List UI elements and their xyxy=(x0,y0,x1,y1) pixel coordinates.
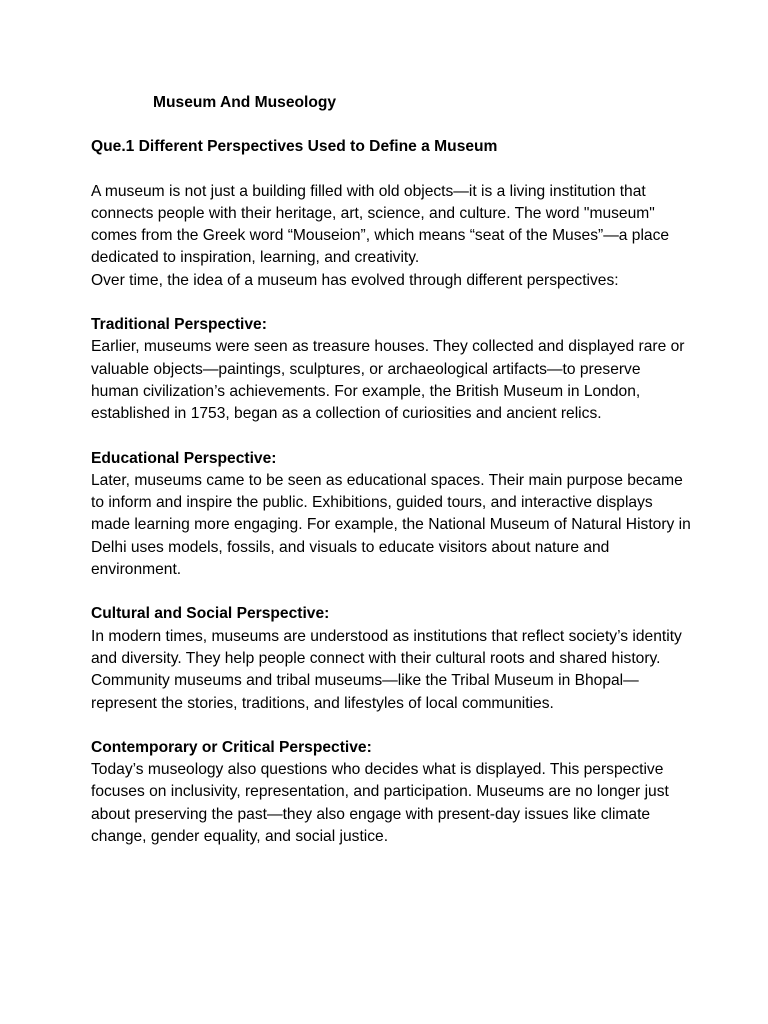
section-heading: Contemporary or Critical Perspective: xyxy=(91,738,372,756)
intro-transition: Over time, the idea of a museum has evolved through different perspectives: xyxy=(91,271,619,289)
section-heading: Educational Perspective: xyxy=(91,449,277,467)
document-title: Museum And Museology xyxy=(153,94,337,111)
section-body: Later, museums came to be seen as educational spaces. Their main purpose became to inform and inspire the public. Exhibitions, guided tours, and interactive displays made learning more engaging. For example, the National Museum of Natural History in Delhi uses models, fossils, and visuals to educate visitors about nature and environment. xyxy=(91,471,691,579)
question-heading: Que.1 Different Perspectives Used to Define a Museum xyxy=(91,138,498,156)
document-content xyxy=(91,92,691,870)
section-contemporary xyxy=(91,737,691,848)
section-heading: Traditional Perspective: xyxy=(91,316,267,334)
intro-paragraph: A museum is not just a building filled with old objects—it is a living institution that connects people with their heritage, art, science, and culture. The word "museum" comes from the Greek word “Mouseion”, which means “seat of the Muses”—a place dedicated to inspiration, learning, and creativity. xyxy=(91,182,670,267)
section-body: Today’s museology also questions who decides what is displayed. This perspective focuses on inclusivity, representation, and participation. Museums are no longer just about preserving the past—they also engage with present-day issues like climate change, gender equality, and social justice. xyxy=(91,761,669,846)
section-body: In modern times, museums are understood as institutions that reflect society’s identity and diversity. They help people connect with their cultural roots and shared history. Community museums and tribal museums—like the Tribal Museum in Bhopal—represent the stories, traditions, and lifestyles of local communities. xyxy=(91,627,682,712)
section-cultural-social xyxy=(91,603,691,714)
section-educational xyxy=(91,448,691,582)
section-traditional xyxy=(91,314,691,425)
section-body: Earlier, museums were seen as treasure houses. They collected and displayed rare or valuable objects—paintings, sculptures, or archaeological artifacts—to preserve human civilization’s achievements. For example, the British Museum in London, established in 1753, began as a collection of curiosities and ancient relics. xyxy=(91,338,685,423)
section-heading: Cultural and Social Perspective: xyxy=(91,605,330,623)
intro-block xyxy=(91,181,691,292)
